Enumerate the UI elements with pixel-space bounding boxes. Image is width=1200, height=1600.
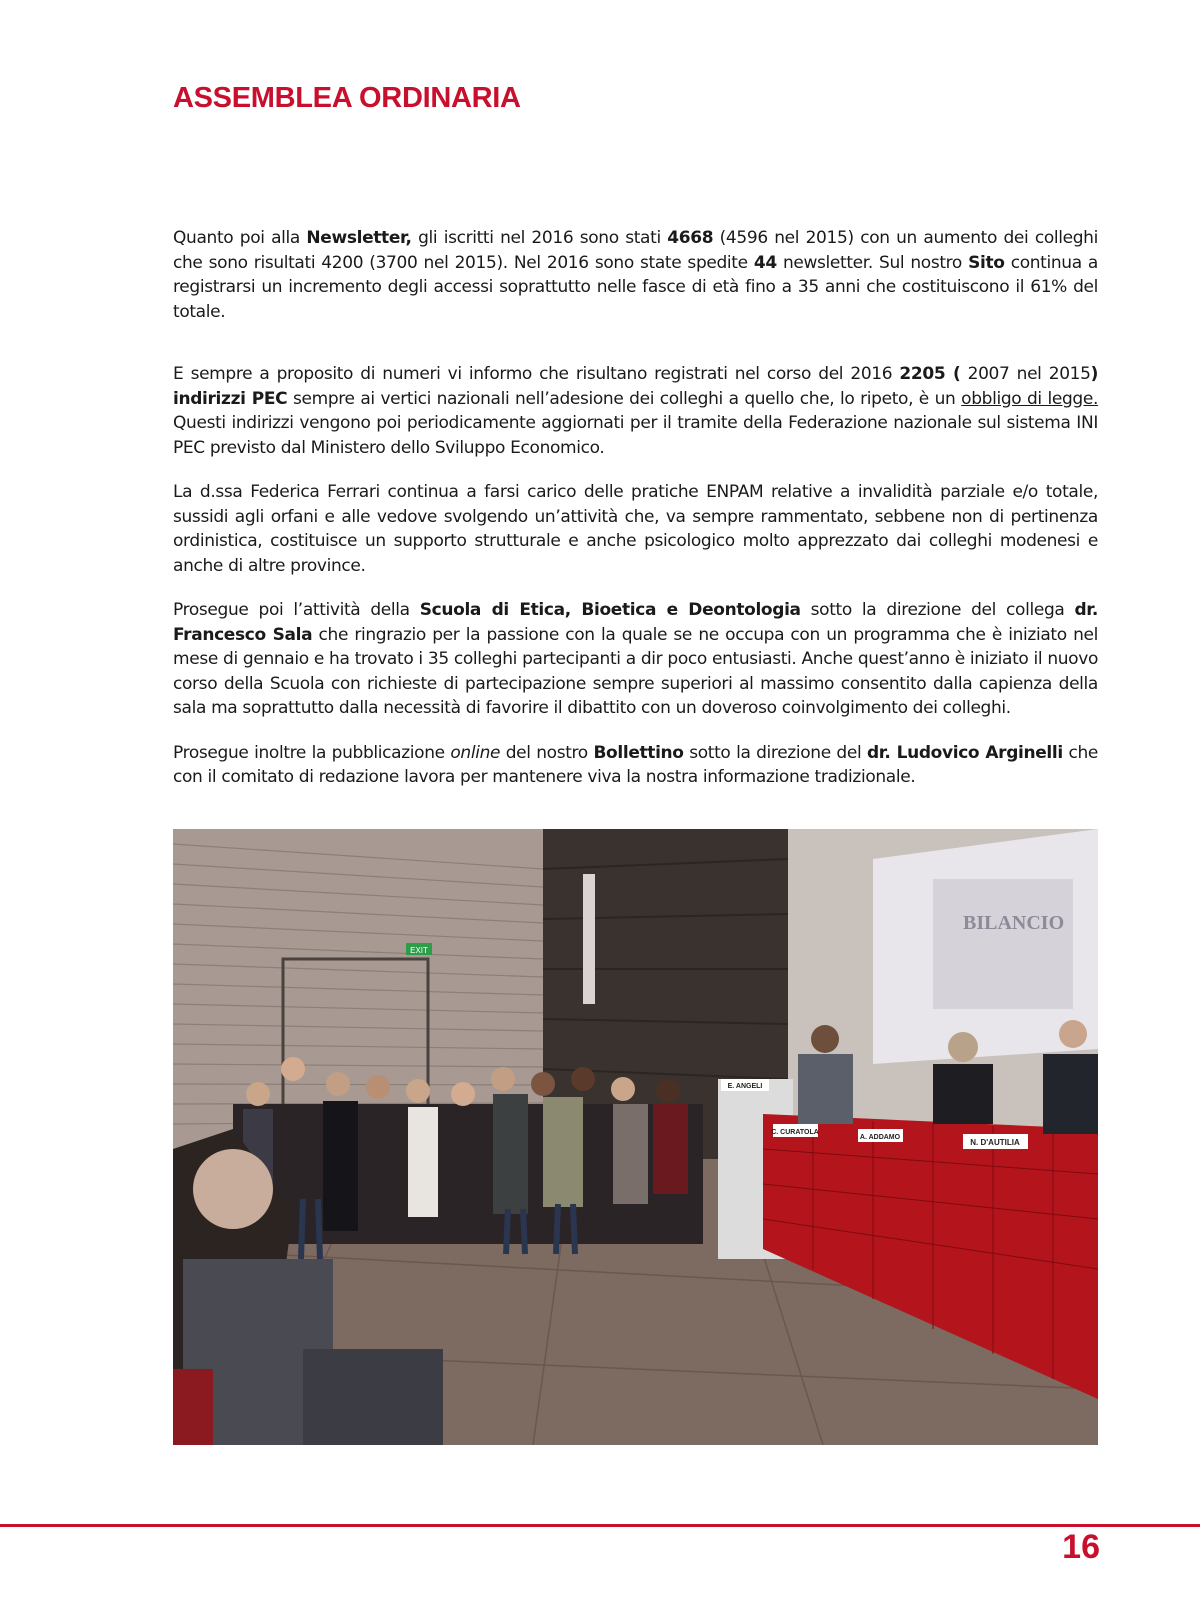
svg-text:E. ANGELI: E. ANGELI (727, 1083, 763, 1090)
paragraph-enpam: La d.ssa Federica Ferrari continua a farsi carico delle pratiche ENPAM relative a invalidità parziale e/o totale, sussidi agli orfani e alle vedove svolgendo un’attività che, va sempre rammentato, sebbene non di pertinenza ordinistica, costituisce un supporto strutturale e anche psicologico molto apprezzato dai colleghi modenesi e anche di altre province. (173, 482, 1098, 576)
paragraph-bollettino: Prosegue inoltre la pubblicazione online del nostro Bollettino sotto la direzione del dr. Ludovico Arginelli che con il comitato di redazione lavora per mantenere viva la nostra informazione tradizionale. (173, 742, 1099, 787)
paragraph-pec: E sempre a proposito di numeri vi informo che risultano registrati nel corso del 2016 2205 ( 2007 nel 2015) indirizzi PEC sempre ai vertici nazionali nell’adesione dei colleghi a quello che, lo ripeto, è un obbligo di legge. Questi indirizzi vengono poi periodicamente aggiornati per il tramite della Federazione nazionale sul sistema INI PEC previsto dal Ministero dello Sviluppo Economico. (173, 364, 1099, 458)
svg-text:N. D'AUTILIA: N. D'AUTILIA (970, 1138, 1020, 1147)
article-body (173, 226, 1098, 810)
page-number: 16 (1062, 1528, 1100, 1566)
paragraph-newsletter: Quanto poi alla Newsletter, gli iscritti nel 2016 sono stati 4668 (4596 nel 2015) con un aumento dei colleghi che sono risultati 4200 (3700 nel 2015). Nel 2016 sono state spedite 44 newsletter. Sul nostro Sito continua a registrarsi un incremento degli accessi soprattutto nelle fasce di età fino a 35 anni che costituiscono il 61% del totale. (173, 228, 1098, 322)
svg-text:A. ADDAMO: A. ADDAMO (859, 1134, 901, 1141)
svg-text:C. CURATOLA: C. CURATOLA (771, 1129, 819, 1136)
footer-rule (0, 1524, 1200, 1527)
assembly-photo (173, 829, 1098, 1445)
svg-text:EXIT: EXIT (410, 946, 428, 955)
svg-text:BILANCIO: BILANCIO (963, 912, 1065, 934)
page-title: ASSEMBLEA ORDINARIA (173, 82, 521, 114)
paragraph-scuola-etica: Prosegue poi l’attività della Scuola di Etica, Bioetica e Deontologia sotto la direzione del collega dr. Francesco Sala che ringrazio per la passione con la quale se ne occupa con un programma che è iniziato nel mese di gennaio e ha trovato i 35 colleghi partecipanti a dir poco entusiasti. Anche quest’anno è iniziato il nuovo corso della Scuola con richieste di partecipazione sempre superiori al massimo consentito dalla capienza della sala ma soprattutto dalla necessità di favorire il dibattito con un doveroso coinvolgimento dei colleghi. (173, 600, 1099, 718)
